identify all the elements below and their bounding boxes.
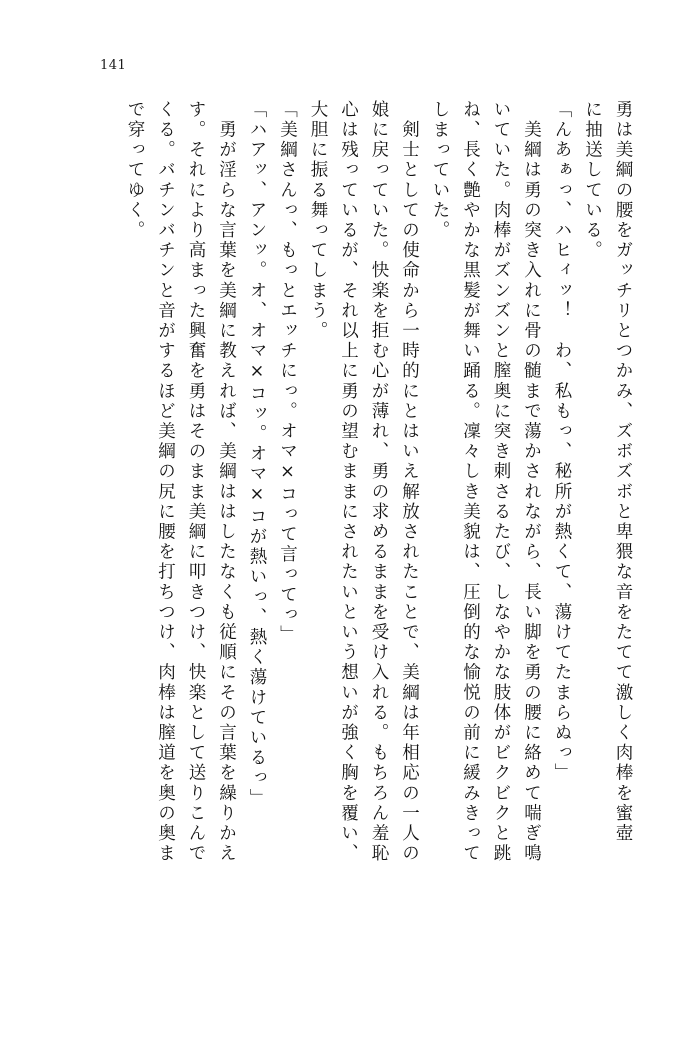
page-number: 141	[100, 58, 127, 73]
text-line: 大胆に振る舞ってしまう。	[308, 100, 328, 342]
text-line: 「ハアッ、アンッ。オ、オマ×コッ。オマ×コが熱いっ、熱く蕩けているっ」	[247, 100, 267, 809]
text-line: 「美綱さんっ、もっとエッチにっ。オマ×コって言ってっ」	[277, 100, 298, 646]
text-line: す。それにより高まった興奮を勇はそのまま美綱に叩きつけ、快楽として送りこんで	[186, 100, 206, 864]
text-line: 勇が淫らな言葉を美綱に教えれば、美綱ははしたなくも従順にその言葉を繰りかえ	[216, 100, 237, 864]
text-line: 「んあぁっ、ハヒィッ！ わ、私もっ、秘所が熱くて、蕩けてたまらぬっ」	[552, 100, 572, 784]
vertical-text-body	[76, 100, 631, 980]
text-line: 勇は美綱の腰をガッチリとつかみ、ズボズボと卑猥な音をたてて激しく肉棒を蜜壺	[613, 100, 633, 844]
text-line: しまっていた。	[430, 100, 450, 241]
text-line: 心は残っているが、それ以上に勇の望むままにされたいという想いが強く胸を覆い、	[338, 100, 359, 864]
text-line: で穿ってゆく。	[125, 100, 145, 241]
text-line: ね、長く艶やかな黒髪が舞い踊る。凜々しき美貌は、圧倒的な愉悦の前に緩みきって	[460, 100, 481, 864]
text-line: 美綱は勇の突き入れに骨の髄まで蕩かされながら、長い脚を勇の腰に絡めて喘ぎ鳴	[521, 100, 542, 864]
text-line: くる。バチンバチンと音がするほど美綱の尻に腰を打ちつけ、肉棒は膣道を奥の奥ま	[155, 100, 176, 864]
text-line: いていた。肉棒がズンズンと膣奥に突き刺さるたび、しなやかな肢体がビクビクと跳	[491, 100, 511, 864]
text-line: に抽送している。	[582, 100, 603, 261]
text-line: 剣士としての使命から一時的にとはいえ解放されたことで、美綱は年相応の一人の	[399, 100, 420, 864]
text-line: 娘に戻っていた。快楽を拒む心が薄れ、勇の求めるままを受け入れる。もちろん羞恥	[369, 100, 389, 864]
